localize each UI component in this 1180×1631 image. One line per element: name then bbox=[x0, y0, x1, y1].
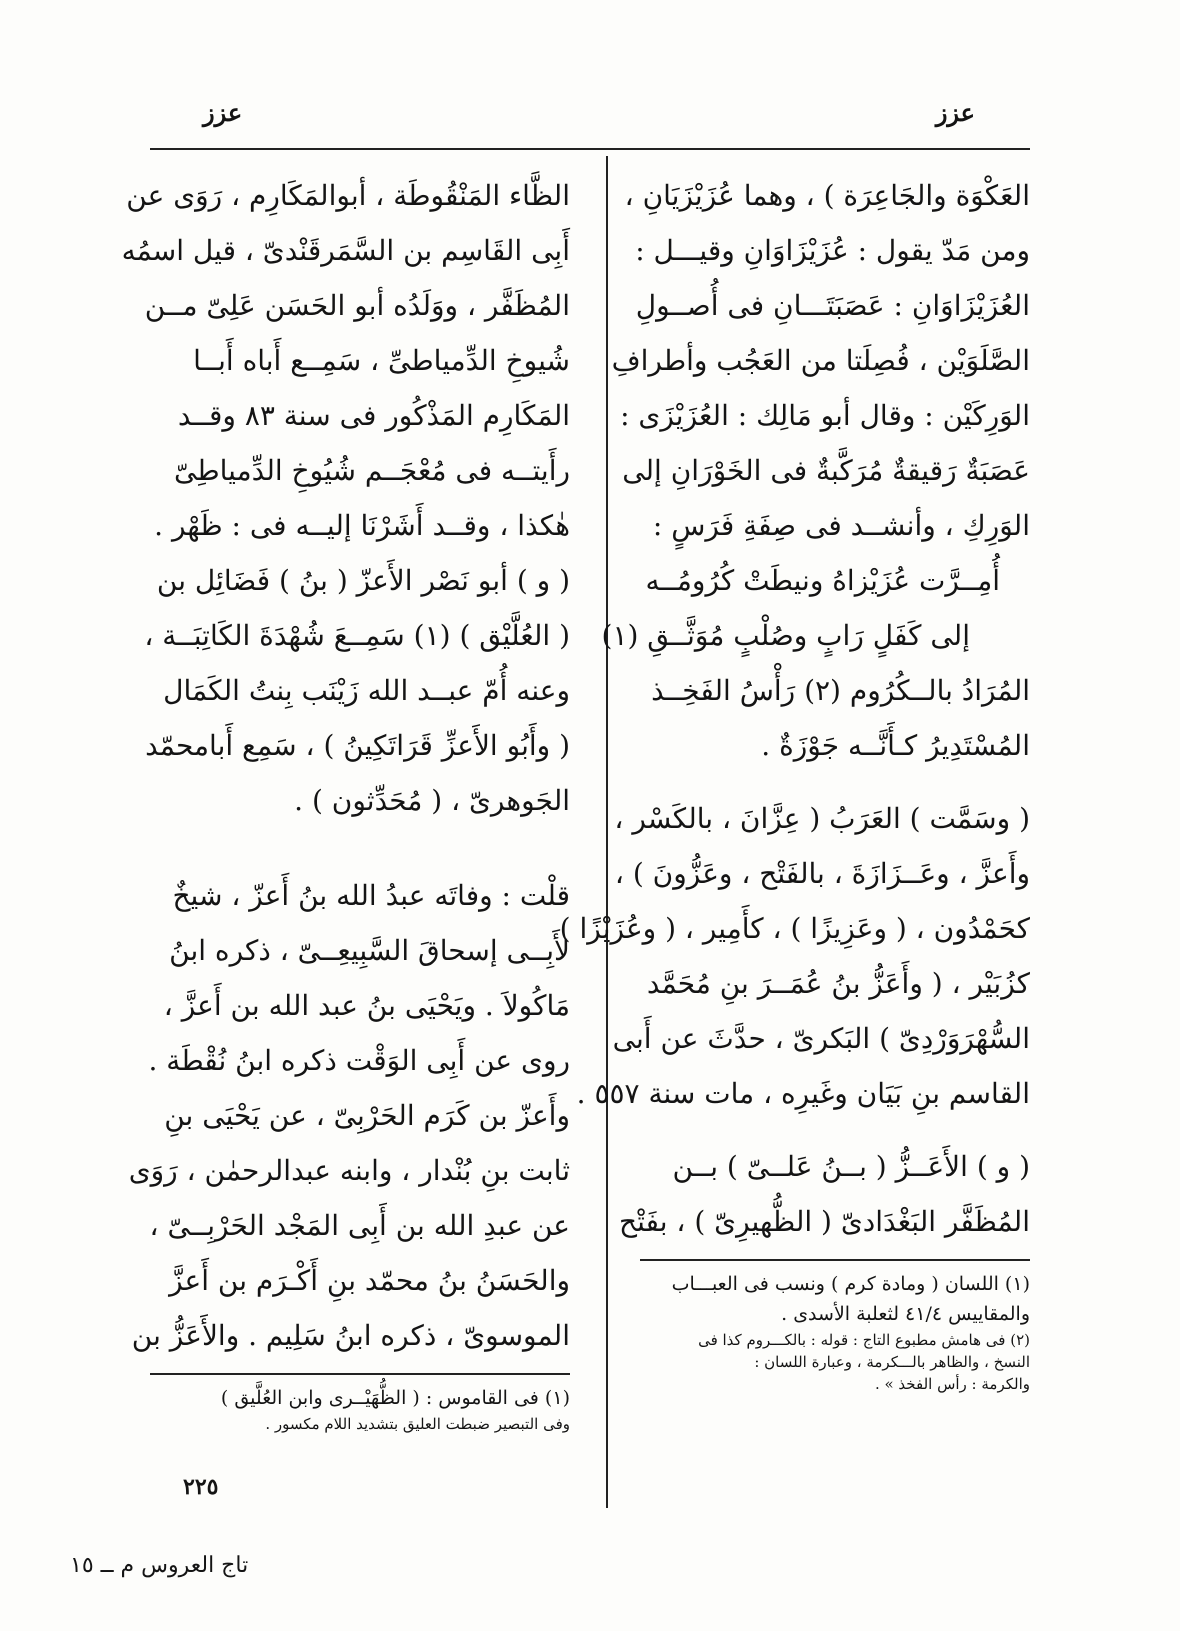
verse-line: أُمِــرَّت عُزَيْزاهُ ونيطَتْ كُرُومُــه bbox=[645, 564, 1000, 597]
text-line: السُّهْرَوَرْدِىّ ) البَكرىّ ، حدَّثَ عن أَبى bbox=[612, 1022, 1030, 1055]
text-line: المَكَارِم المَذْكُور فى سنة ٨٣ وقــد bbox=[177, 399, 570, 432]
printer-signature: تاج العروس م ــ ١٥ bbox=[70, 1553, 249, 1578]
text-line: رأَيتــه فى مُعْجَــم شُيُوخِ الدِّمياطِىّ bbox=[174, 454, 570, 487]
text-line: كحَمْدُون ، ( وعَزِيزًا ) ، كأَمِير ، ( وعُزَيْزًا ) bbox=[559, 912, 1030, 945]
page-number: ٢٢٥ bbox=[183, 1474, 219, 1500]
text-line: ( و ) الأَعَــزُّ ( بــنُ عَلــىّ ) بــن bbox=[672, 1150, 1030, 1183]
text-line: ( العُلَّيْق ) (١) سَمِــعَ شُهْدَةَ الكَاتِبَــة ، bbox=[144, 619, 570, 652]
text-line: لأَبِــى إسحاقَ السَّبِيعِــىّ ، ذكره ابنُ bbox=[169, 934, 570, 967]
text-line: ( وأَبُو الأَعزِّ قَرَاتَكِينُ ) ، سَمِع أَبامحمّد bbox=[145, 729, 570, 762]
text-line: شُيوخِ الدِّمياطىِّ ، سَمِــع أَباه أَبــا bbox=[193, 344, 570, 377]
left-column bbox=[121, 168, 570, 1435]
text-line: وأَعزّ بن كَرَم الحَرْبِىّ ، عن يَحْيَى بنِ bbox=[164, 1099, 570, 1132]
text-line: ( وسَمَّت ) العَرَبُ ( عِزَّانَ ، بالكَسْر ، bbox=[614, 802, 1030, 835]
footnote-line: (١) فى القاموس : ( الظُّهَيْــرى وابن العُلَّيق ) bbox=[220, 1387, 570, 1409]
footnote-rule bbox=[640, 1259, 1030, 1261]
text-line: هٰكذا ، وقــد أَشَرْنَا إليــه فى : ظَهْر . bbox=[154, 509, 570, 542]
footnote-line: (١) اللسان ( ومادة كرم ) ونسب فى العبـــاب bbox=[671, 1273, 1030, 1295]
text-line: المُظَفَّر ، ووَلَدُه أبو الحَسَن عَلِىّ مــن bbox=[144, 289, 570, 322]
text-line: ومن مَدّ يقول : عُزَيْزَاوَانِ وقيـــل : bbox=[635, 234, 1030, 267]
text-line: الوَرِكَيْن : وقال أبو مَالِك : العُزَيْزَى : bbox=[620, 399, 1030, 432]
text-line: الوَرِكِ ، وأنشــد فى صِفَةِ فَرَسٍ : bbox=[652, 509, 1030, 542]
text-line: القاسم بنِ بَيَان وغَيرِه ، مات سنة ٥٥٧ . bbox=[576, 1077, 1030, 1110]
text-line: الظَّاء المَنْقُوطَة ، أبوالمَكَارِم ، رَوَى عن bbox=[126, 179, 570, 212]
right-column bbox=[559, 168, 1030, 1395]
text-line: العَكْوَة والجَاعِرَة ) ، وهما عُزَيْزَيَانِ ، bbox=[624, 179, 1030, 212]
text-line: قلْت : وفاتَه عبدُ الله بنُ أَعزّ ، شيخٌ bbox=[172, 879, 570, 912]
text-line: مَاكُولاَ . ويَحْيَى بنُ عبد الله بن أَعزَّ ، bbox=[163, 989, 570, 1022]
verse-line: إلى كَفَلٍ رَابٍ وصُلْبٍ مُوَثَّــقِ (١) bbox=[601, 619, 970, 652]
text-line: عن عبدِ الله بن أَبِى المَجْد الحَرْبِــىّ ، bbox=[149, 1209, 570, 1242]
text-line: العُزَيْزَاوَانِ : عَصَبَتَـــانِ فى أُصــولِ bbox=[635, 289, 1030, 322]
text-line: عَصَبَةٌ رَقيقةٌ مُرَكَّبةٌ فى الخَوْرَانِ إلى bbox=[622, 454, 1030, 487]
running-header-left: عزز bbox=[203, 98, 243, 127]
text-line: الموسوىّ ، ذكره ابنُ سَلِيم . والأَعَزُّ بن bbox=[131, 1319, 570, 1352]
text-line: والحَسَنُ بنُ محمّد بنِ أَكْـرَم بن أَعزَّ bbox=[169, 1264, 570, 1297]
text-line: المُسْتَدِيرُ كـأَنَّــه جَوْزَةٌ . bbox=[761, 729, 1030, 762]
text-line: أَبِى القَاسِم بن السَّمَرقَنْدىّ ، قيل اسمُه bbox=[121, 234, 570, 267]
column-divider bbox=[606, 156, 608, 1508]
text-line: المُرَادُ بالــكُرُوم (٢) رَأْسُ الفَخِــذ bbox=[651, 674, 1030, 707]
footnote-line: والمقاييس ٤١/٤ لثعلبة الأسدى . bbox=[781, 1303, 1030, 1325]
footnote-rule bbox=[150, 1373, 570, 1375]
text-line: المُظَفَّر البَغْدَادىّ ( الظُّهيرِىّ ) ، بفَتْح bbox=[619, 1205, 1030, 1238]
footnote-line: والكرمة : رأس الفخذ » . bbox=[874, 1375, 1030, 1393]
text-line: الصَّلَوَيْن ، فُصِلَتا من العَجُب وأطرافِ bbox=[611, 344, 1030, 377]
text-line: وعنه أُمّ عبــد الله زَيْنَب بِنتُ الكَمَال bbox=[163, 674, 570, 707]
footnote-line: النسخ ، والظاهر بالـــكرمة ، وعبارة اللسان : bbox=[754, 1353, 1030, 1371]
footnote-line: وفى التبصير ضبطت العليق بتشديد اللام مكسور . bbox=[265, 1415, 570, 1433]
text-line: وأَعزَّ ، وعَــزَازَةَ ، بالفَتْح ، وعَزُّونَ ) ، bbox=[614, 857, 1030, 890]
running-header-right: عزز bbox=[935, 98, 975, 127]
text-line: كزُبَيْر ، ( وأَعَزُّ بنُ عُمَــرَ بنِ مُحَمَّد bbox=[646, 967, 1030, 1000]
text-line: روى عن أَبِى الوَقْت ذكره ابنُ نُقْطَة . bbox=[148, 1044, 570, 1077]
text-line: ( و ) أبو نَصْر الأَعزّ ( بنُ ) فَضَائِل بن bbox=[156, 564, 570, 597]
text-line: الجَوهرىّ ، ( مُحَدِّثون ) . bbox=[294, 784, 570, 817]
text-line: ثابت بنِ بُنْدار ، وابنه عبدالرحمٰن ، رَوَى bbox=[128, 1154, 570, 1187]
footnote-line: (٢) فى هامش مطبوع التاج : قوله : بالكـــروم كذا فى bbox=[698, 1331, 1030, 1349]
header-rule bbox=[150, 148, 1030, 150]
